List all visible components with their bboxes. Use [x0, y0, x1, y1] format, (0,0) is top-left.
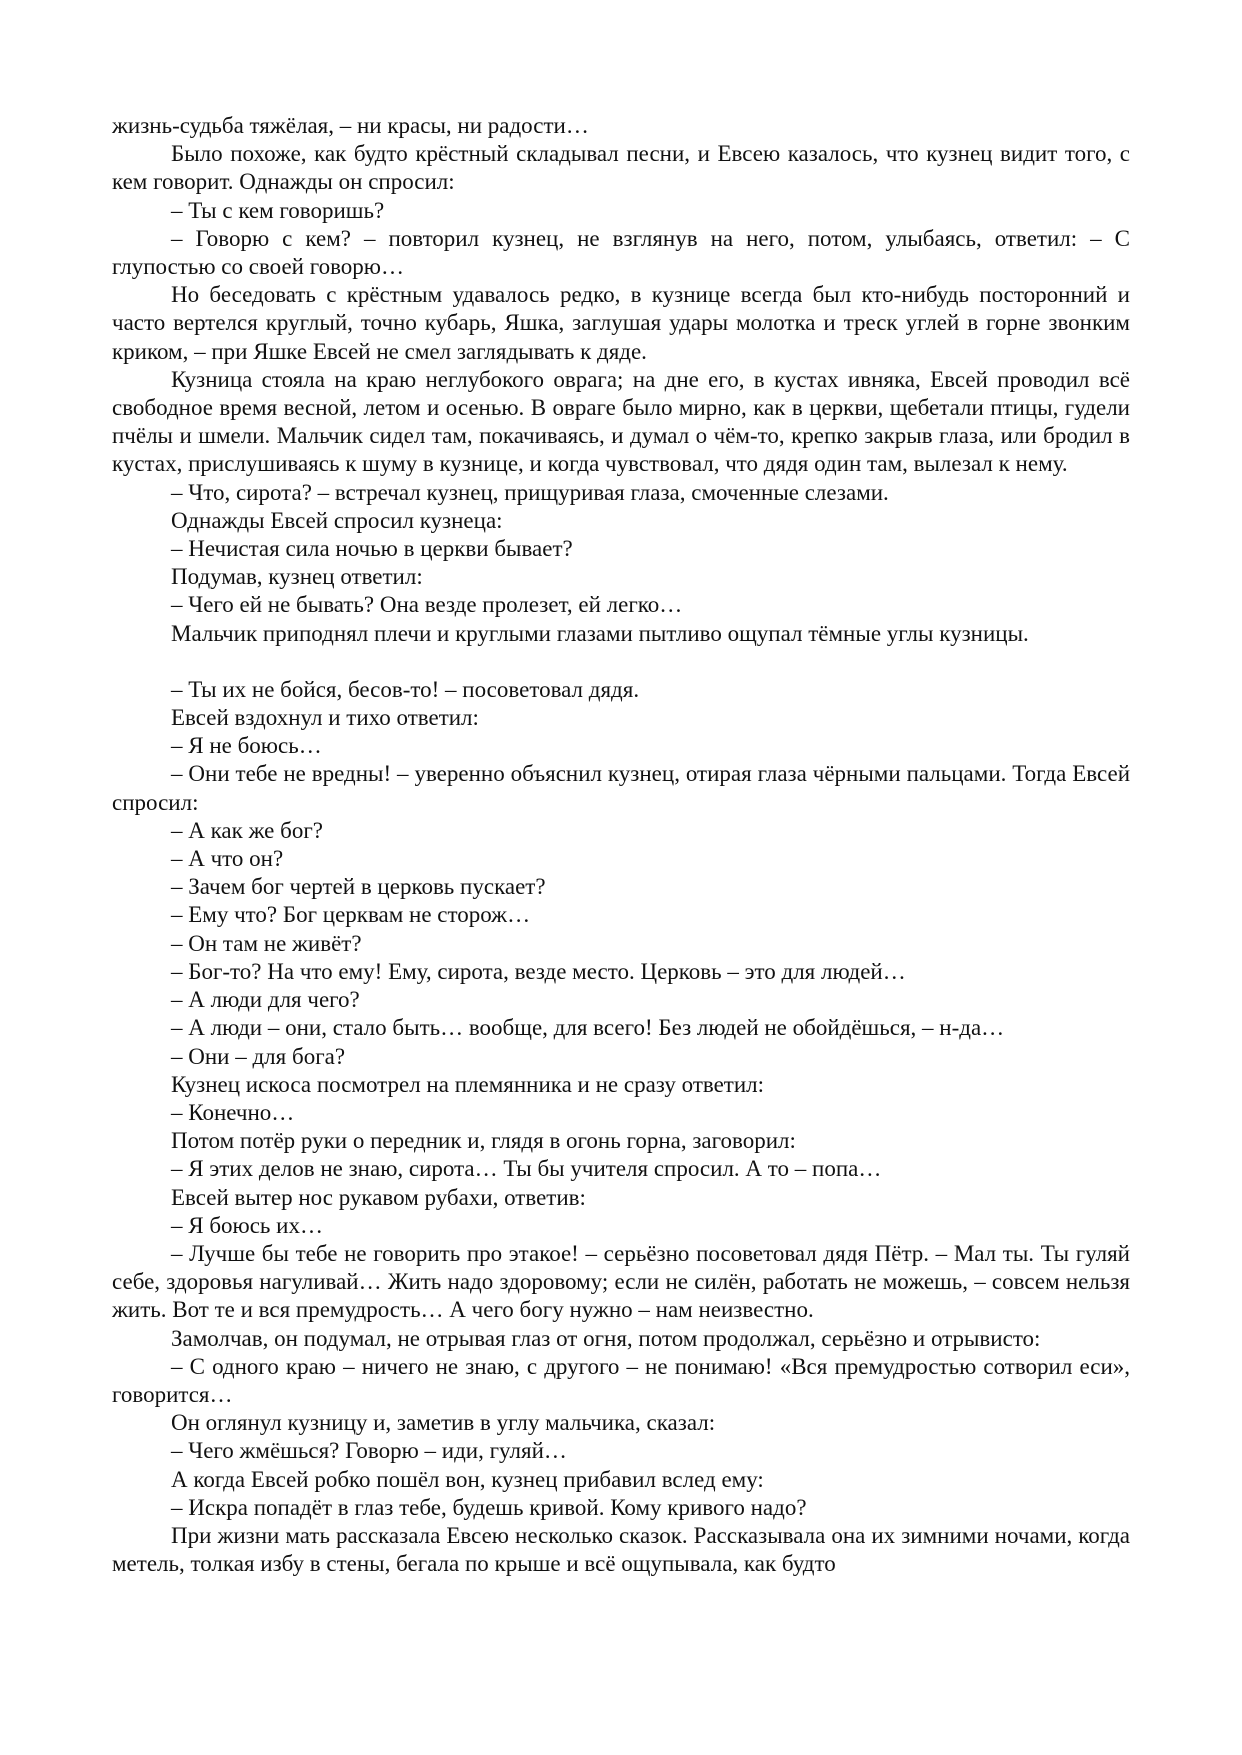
paragraph: – Ты с кем говоришь?: [171, 197, 385, 223]
paragraph: – Я этих делов не знаю, сирота… Ты бы учителя спросил. А то – попа…: [171, 1156, 882, 1182]
paragraph: Однажды Евсей спросил кузнеца:: [171, 507, 503, 533]
paragraph: – А люди для чего?: [171, 987, 360, 1013]
paragraph: – А что он?: [171, 846, 284, 872]
paragraph: Было похоже, как будто крёстный складывал песни, и Евсею казалось, что кузнец видит того, с кем говорит. Однажды он спросил:: [112, 141, 1130, 195]
paragraph: – Зачем бог чертей в церковь пускает?: [171, 874, 546, 900]
paragraph: – Ты их не бойся, бесов-то! – посоветовал дядя.: [171, 676, 640, 702]
paragraph: – Он там не живёт?: [171, 930, 362, 956]
paragraph: Подумав, кузнец ответил:: [171, 564, 423, 590]
paragraph: – Говорю с кем? – повторил кузнец, не взглянув на него, потом, улыбаясь, ответил: – С глупостью со своей говорю…: [112, 225, 1130, 280]
paragraph: Но беседовать с крёстным удавалось редко, в кузнице всегда был кто-нибудь посторонний и часто вертелся круглый, точно кубарь, Яшка, заглушая удары молотка и треск углей в горне звонким криком, – при Яшке Евсей не смел заглядывать к дяде.: [112, 282, 1130, 364]
document-page: [112, 112, 1130, 1578]
paragraph: – Они – для бога?: [171, 1043, 346, 1069]
paragraph: – А как же бог?: [171, 817, 323, 843]
paragraph: – Искра попадёт в глаз тебе, будешь кривой. Кому кривого надо?: [171, 1494, 807, 1520]
paragraph: Кузница стояла на краю неглубокого оврага; на дне его, в кустах ивняка, Евсей проводил всё свободное время весной, летом и осенью. В овраге было мирно, как в церкви, щебетали птицы, гудели пчёлы и шмели. Мальчик сидел там, покачиваясь, и думал о чём-то, крепко закрыв глаза, или бродил в кустах, прислушиваясь к шуму в кузнице, и когда чувствовал, что дядя один там, вылезал к нему.: [112, 366, 1130, 477]
paragraph: – С одного краю – ничего не знаю, с другого – не понимаю! «Вся премудростью сотворил еси», говорится…: [112, 1353, 1130, 1407]
paragraph: – Конечно…: [171, 1099, 295, 1125]
blank-line: [112, 648, 1130, 676]
paragraph: Замолчав, он подумал, не отрывая глаз от огня, потом продолжал, серьёзно и отрывисто:: [171, 1325, 1041, 1351]
paragraph: – Я боюсь их…: [171, 1212, 323, 1238]
paragraph: – Что, сирота? – встречал кузнец, прищуривая глаза, смоченные слезами.: [171, 479, 889, 505]
paragraph: А когда Евсей робко пошёл вон, кузнец прибавил вслед ему:: [171, 1466, 764, 1492]
paragraph: Евсей вытер нос рукавом рубахи, ответив:: [171, 1184, 586, 1210]
paragraph: – Я не боюсь…: [171, 733, 322, 759]
paragraph: – Бог-то? На что ему! Ему, сирота, везде место. Церковь – это для людей…: [171, 958, 906, 984]
paragraph: Он оглянул кузницу и, заметив в углу мальчика, сказал:: [171, 1410, 716, 1436]
paragraph: Кузнец искоса посмотрел на племянника и не сразу ответил:: [171, 1071, 765, 1097]
paragraph: Мальчик приподнял плечи и круглыми глазами пытливо ощупал тёмные углы кузницы.: [171, 620, 1029, 646]
paragraph: – А люди – они, стало быть… вообще, для всего! Без людей не обойдёшься, – н-да…: [171, 1015, 1005, 1041]
paragraph: При жизни мать рассказала Евсею несколько сказок. Рассказывала она их зимними ночами, когда метель, толкая избу в стены, бегала по крыше и всё ощупывала, как будто: [112, 1522, 1130, 1577]
paragraph: – Чего жмёшься? Говорю – иди, гуляй…: [171, 1438, 567, 1464]
paragraph: – Ему что? Бог церквам не сторож…: [171, 902, 531, 928]
paragraph: – Чего ей не бывать? Она везде пролезет, ей легко…: [171, 592, 683, 618]
paragraph: Евсей вздохнул и тихо ответил:: [171, 705, 479, 731]
paragraph: – Нечистая сила ночью в церкви бывает?: [171, 536, 573, 562]
paragraph: Потом потёр руки о передник и, глядя в огонь горна, заговорил:: [171, 1128, 796, 1154]
paragraph: – Лучше бы тебе не говорить про этакое! – серьёзно посоветовал дядя Пётр. – Мал ты. Ты гуляй себе, здоровья нагуливай… Жить надо здоровому; если не силён, работать не можешь, – совсем нельзя жить. Вот те и вся премудрость… А чего богу нужно – нам неизвестно.: [112, 1240, 1130, 1323]
paragraph: жизнь-судьба тяжёлая, – ни красы, ни радости…: [112, 113, 589, 138]
paragraph: – Они тебе не вредны! – уверенно объяснил кузнец, отирая глаза чёрными пальцами. Тогда Евсей спросил:: [112, 761, 1130, 815]
